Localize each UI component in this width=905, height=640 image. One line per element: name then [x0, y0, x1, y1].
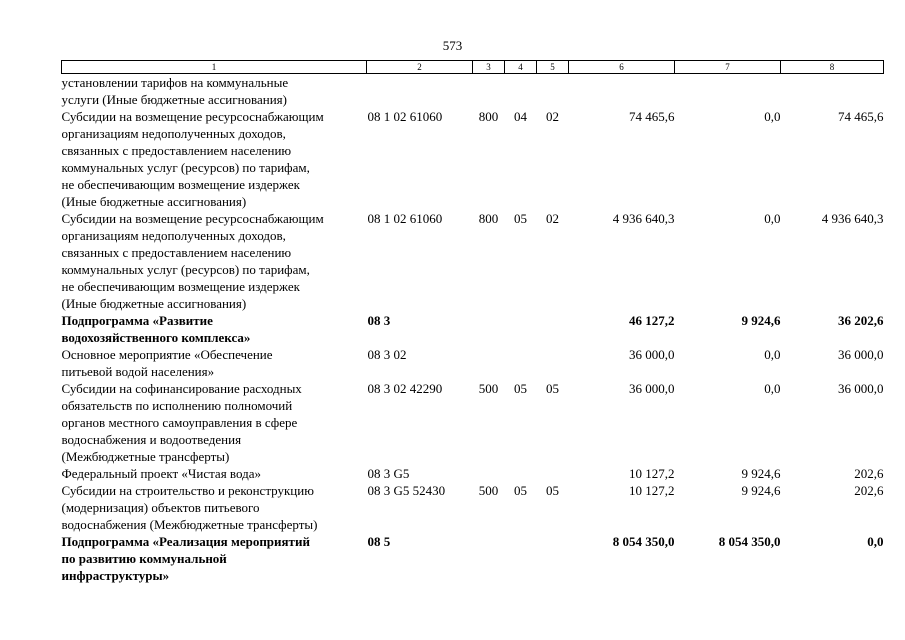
section-code: 05 [514, 381, 527, 396]
amount-federal: 9 924,6 [741, 483, 781, 498]
target-article-code: 08 1 02 61060 [367, 109, 443, 124]
subsection-code [537, 533, 569, 584]
section-code: 05 [514, 211, 527, 226]
section-code [505, 346, 537, 380]
target-article-code: 08 3 G5 52430 [367, 483, 446, 498]
section-code [505, 465, 537, 482]
amount-federal: 9 924,6 [741, 313, 781, 328]
subsection-code [537, 74, 569, 109]
table-row [62, 465, 884, 482]
table-row [62, 108, 884, 210]
expense-type-code [473, 465, 505, 482]
table-row [62, 482, 884, 533]
section-code [505, 74, 537, 109]
section-code: 05 [514, 483, 527, 498]
column-number: 8 [781, 61, 884, 74]
amount-regional [781, 74, 884, 109]
target-article-code: 08 3 02 42290 [367, 381, 443, 396]
table-body [62, 74, 884, 585]
column-number: 2 [367, 61, 473, 74]
amount-regional: 0,0 [867, 534, 884, 549]
amount-regional: 36 000,0 [838, 347, 884, 362]
subsection-code: 02 [546, 109, 559, 124]
amount-total: 10 127,2 [629, 483, 675, 498]
amount-total: 74 465,6 [629, 109, 675, 124]
amount-federal: 0,0 [764, 381, 781, 396]
subsection-code: 02 [546, 211, 559, 226]
row-name: Основное мероприятие «Обеспечение питьевой водой населения» [61, 347, 273, 379]
row-name: Субсидии на софинансирование расходных обязательств по исполнению полномочий органов местного самоуправления в сфере водоснабжения и водоотведения (Межбюджетные трансферты) [61, 381, 302, 464]
column-number: 7 [675, 61, 781, 74]
row-name: Субсидии на строительство и реконструкцию (модернизация) объектов питьевого водоснабжения (Межбюджетные трансферты) [61, 483, 318, 532]
subsection-code [537, 312, 569, 346]
row-name: Федеральный проект «Чистая вода» [61, 466, 261, 481]
amount-total: 10 127,2 [629, 466, 675, 481]
column-number: 5 [537, 61, 569, 74]
table-row [62, 210, 884, 312]
row-name: Подпрограмма «Реализация мероприятий по развитию коммунальной инфраструктуры» [61, 534, 310, 583]
amount-federal: 0,0 [764, 347, 781, 362]
table-row [62, 312, 884, 346]
table-row [62, 380, 884, 465]
row-name: Субсидии на возмещение ресурсоснабжающим организациям недополученных доходов, связанных с предоставлением населению коммунальных услуг (ресурсов) по тарифам, не обеспечивающим возмещение издержек (Иные бюджетные ассигнования) [61, 211, 324, 311]
column-number-row [62, 61, 884, 74]
target-article-code: 08 3 G5 [367, 466, 410, 481]
amount-federal: 8 054 350,0 [718, 534, 781, 549]
row-name: Подпрограмма «Развитие водохозяйственного комплекса» [61, 313, 251, 345]
amount-federal: 9 924,6 [741, 466, 781, 481]
expense-type-code: 800 [478, 109, 499, 124]
amount-regional: 36 202,6 [838, 313, 884, 328]
row-name: установлении тарифов на коммунальные услуги (Иные бюджетные ассигнования) [61, 75, 289, 107]
amount-federal [675, 74, 781, 109]
amount-total: 46 127,2 [629, 313, 675, 328]
expense-type-code [473, 533, 505, 584]
target-article-code [367, 74, 473, 109]
column-number: 3 [473, 61, 505, 74]
expense-type-code: 500 [478, 483, 499, 498]
subsection-code [537, 346, 569, 380]
expense-type-code [473, 74, 505, 109]
page-number: 573 [442, 38, 463, 53]
expense-type-code [473, 346, 505, 380]
amount-total: 36 000,0 [629, 381, 675, 396]
subsection-code [537, 465, 569, 482]
table-row [62, 533, 884, 584]
target-article-code: 08 3 [367, 313, 391, 328]
column-number: 4 [505, 61, 537, 74]
amount-federal: 0,0 [764, 109, 781, 124]
amount-regional: 202,6 [854, 483, 884, 498]
subsection-code: 05 [546, 483, 559, 498]
section-code: 04 [514, 109, 527, 124]
amount-federal: 0,0 [764, 211, 781, 226]
row-name: Субсидии на возмещение ресурсоснабжающим организациям недополученных доходов, связанных с предоставлением населению коммунальных услуг (ресурсов) по тарифам, не обеспечивающим возмещение издержек (Иные бюджетные ассигнования) [61, 109, 324, 209]
subsection-code: 05 [546, 381, 559, 396]
amount-regional: 74 465,6 [838, 109, 884, 124]
amount-regional: 202,6 [854, 466, 884, 481]
target-article-code: 08 3 02 [367, 347, 407, 362]
amount-total [569, 74, 675, 109]
column-number: 6 [569, 61, 675, 74]
table-row [62, 346, 884, 380]
expense-type-code: 500 [478, 381, 499, 396]
amount-total: 8 054 350,0 [612, 534, 675, 549]
budget-table [61, 60, 884, 584]
section-code [505, 312, 537, 346]
expense-type-code [473, 312, 505, 346]
target-article-code: 08 1 02 61060 [367, 211, 443, 226]
column-number: 1 [62, 61, 367, 74]
amount-regional: 4 936 640,3 [821, 211, 884, 226]
amount-regional: 36 000,0 [838, 381, 884, 396]
section-code [505, 533, 537, 584]
expense-type-code: 800 [478, 211, 499, 226]
target-article-code: 08 5 [367, 534, 391, 549]
amount-total: 4 936 640,3 [612, 211, 675, 226]
table-row [62, 74, 884, 109]
amount-total: 36 000,0 [629, 347, 675, 362]
